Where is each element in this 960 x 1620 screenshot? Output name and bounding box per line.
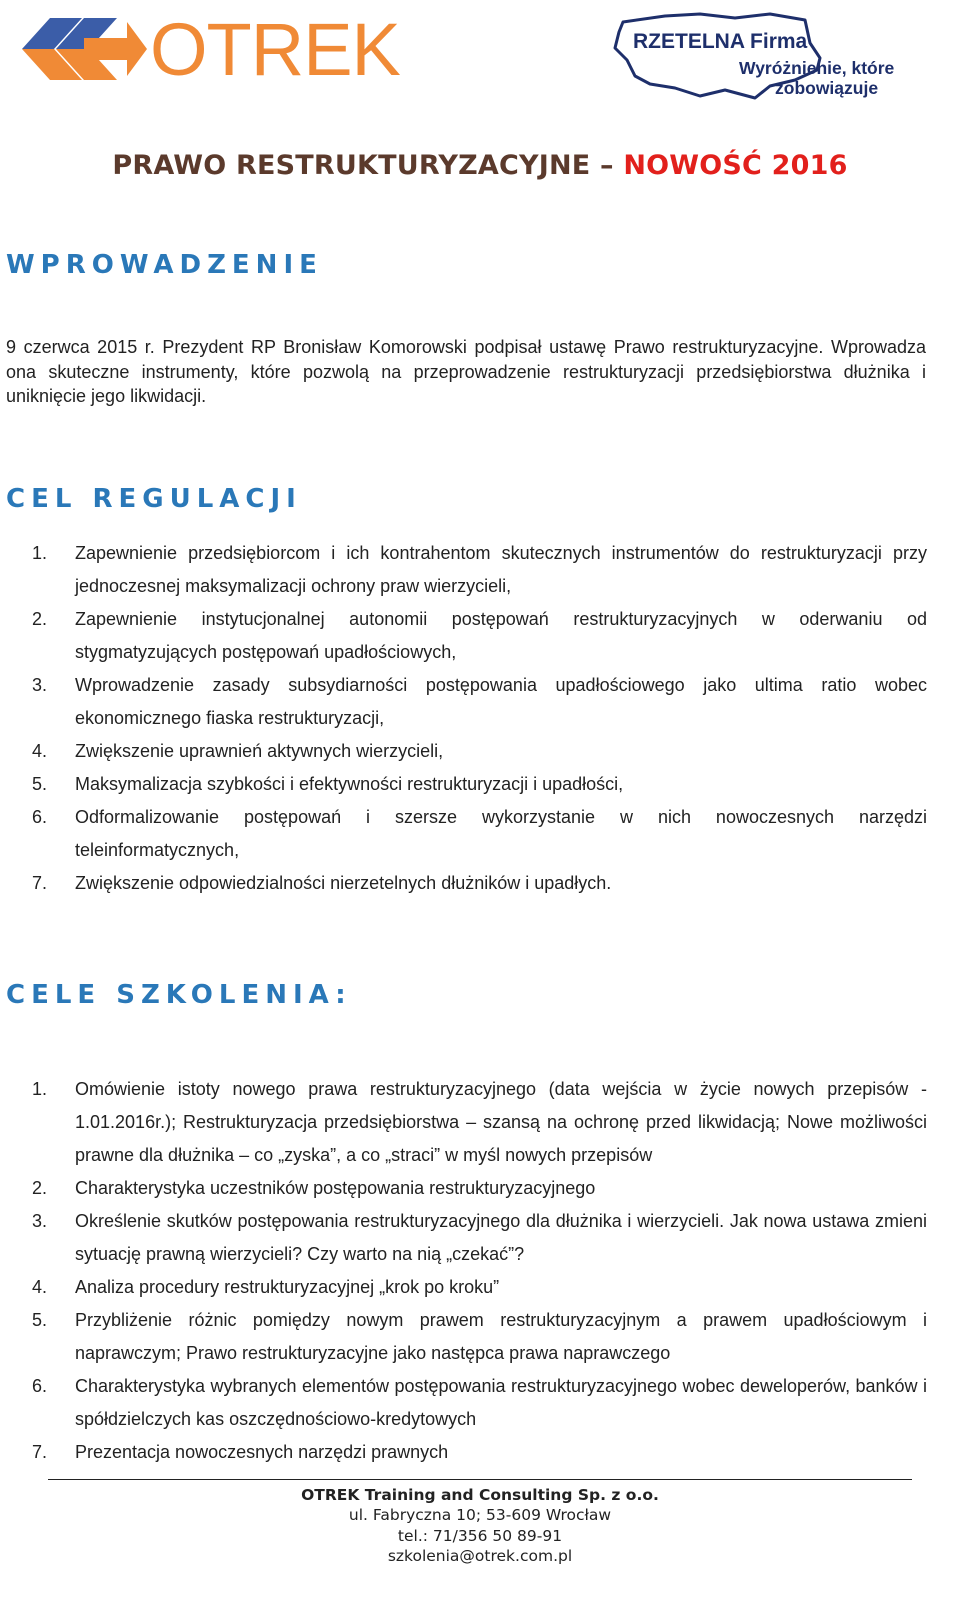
page-title xyxy=(0,150,960,181)
list-item-number: 5. xyxy=(32,774,48,794)
footer xyxy=(0,1485,960,1567)
list-item-text: Zapewnienie przedsiębiorcom i ich kontrahentom skutecznych instrumentów do restrukturyzacji przy jednoczesnej maksymalizacji ochrony praw wierzycieli, xyxy=(75,543,927,596)
list-item-text: Maksymalizacja szybkości i efektywności restrukturyzacji i upadłości, xyxy=(75,774,624,794)
otrek-logo xyxy=(22,8,400,91)
intro-heading: WPROWADZENIE xyxy=(6,250,323,280)
list-item-number: 3. xyxy=(32,1211,48,1231)
footer-phone: tel.: 71/356 50 89-91 xyxy=(397,1526,563,1545)
list-item-number: 4. xyxy=(32,741,48,761)
list-item-number: 1. xyxy=(32,1079,48,1099)
list-item-number: 3. xyxy=(32,675,48,695)
list-item xyxy=(0,1205,960,1271)
list-item-text: Odformalizowanie postępowań i szersze wykorzystanie w nich nowoczesnych narzędzi teleinformatycznych, xyxy=(75,807,927,860)
rzetelna-firma-title: RZETELNA Firma xyxy=(633,30,808,53)
rzetelna-slogan-line2: zobowiązuje xyxy=(775,78,879,98)
intro-paragraph: 9 czerwca 2015 r. Prezydent RP Bronisław Komorowski podpisał ustawę Prawo restrukturyzacyjne. Wprowadza ona skuteczne instrumenty, które pozwolą na przeprowadzenie restrukturyzacji przedsiębiorstwa dłużnika i uniknięcie jego likwidacji. xyxy=(6,337,926,406)
footer-divider xyxy=(48,1479,912,1480)
footer-email: szkolenia@otrek.com.pl xyxy=(387,1547,573,1565)
list-item-text: Zwiększenie uprawnień aktywnych wierzycieli, xyxy=(75,741,444,761)
page-title-accent: NOWOŚĆ 2016 xyxy=(623,150,848,181)
list-item-number: 5. xyxy=(32,1310,48,1330)
goal-heading: CEL REGULACJI xyxy=(6,484,302,514)
rzetelna-firma-logo xyxy=(605,8,950,103)
list-item-number: 6. xyxy=(32,807,48,827)
list-item-number: 4. xyxy=(32,1277,48,1297)
list-item xyxy=(0,1271,960,1304)
list-item-number: 6. xyxy=(32,1376,48,1396)
list-item-text: Określenie skutków postępowania restrukturyzacyjnego dla dłużnika i wierzycieli. Jak nowa ustawa zmieni sytuację prawną wierzycieli? Czy warto na nią „czekać”? xyxy=(75,1211,927,1264)
list-item-text: Charakterystyka uczestników postępowania restrukturyzacyjnego xyxy=(75,1178,596,1198)
list-item-text: Prezentacja nowoczesnych narzędzi prawnych xyxy=(75,1442,449,1462)
rzetelna-slogan-line1: Wyróżnienie, które xyxy=(739,58,895,78)
list-item-text: Charakterystyka wybranych elementów postępowania restrukturyzacyjnego wobec deweloperów, banków i spółdzielczych kas oszczędnościowo-kredytowych xyxy=(75,1376,927,1429)
list-item-text: Zwiększenie odpowiedzialności nierzetelnych dłużników i upadłych. xyxy=(75,873,612,893)
otrek-arrow-icon xyxy=(22,8,147,90)
list-item xyxy=(0,801,960,867)
list-item xyxy=(0,867,960,900)
list-item xyxy=(0,669,960,735)
footer-address: ul. Fabryczna 10; 53-609 Wrocław xyxy=(348,1506,612,1524)
list-item xyxy=(0,1370,960,1436)
page-title-main: PRAWO RESTRUKTURYZACYJNE – xyxy=(112,150,624,181)
list-item-number: 7. xyxy=(32,873,48,893)
list-item-text: Wprowadzenie zasady subsydiarności postępowania upadłościowego jako ultima ratio wobec ekonomicznego fiaska restrukturyzacji, xyxy=(75,675,927,728)
list-item-text: Przybliżenie różnic pomiędzy nowym prawem restrukturyzacyjnym a prawem upadłościowym i naprawczym; Prawo restrukturyzacyjne jako następca prawa naprawczego xyxy=(75,1310,927,1363)
list-item-number: 7. xyxy=(32,1442,48,1462)
footer-company: OTREK Training and Consulting Sp. z o.o. xyxy=(301,1486,659,1504)
list-item xyxy=(0,768,960,801)
list-item xyxy=(0,1304,960,1370)
list-item-number: 1. xyxy=(32,543,48,563)
list-item xyxy=(0,735,960,768)
list-item-text: Analiza procedury restrukturyzacyjnej „krok po kroku” xyxy=(75,1277,500,1297)
training-heading: CELE SZKOLENIA: xyxy=(6,980,352,1010)
list-item xyxy=(0,1172,960,1205)
list-item xyxy=(0,537,960,603)
list-item-number: 2. xyxy=(32,609,48,629)
list-item xyxy=(0,1073,960,1172)
list-item-text: Zapewnienie instytucjonalnej autonomii postępowań restrukturyzacyjnych w oderwaniu od stygmatyzujących postępowań upadłościowych, xyxy=(75,609,927,662)
list-item-text: Omówienie istoty nowego prawa restrukturyzacyjnego (data wejścia w życie nowych przepisów - 1.01.2016r.); Restrukturyzacja przedsiębiorstwa – szansą na ochronę przed likwidacją; Nowe możliwości prawne dla dłużnika – co „zyska”, a co „straci” w myśl nowych przepisów xyxy=(75,1079,927,1165)
goal-list xyxy=(0,537,960,900)
list-item-number: 2. xyxy=(32,1178,48,1198)
otrek-logo-text: OTREK xyxy=(150,8,400,91)
list-item xyxy=(0,1436,960,1469)
training-list xyxy=(0,1073,960,1469)
list-item xyxy=(0,603,960,669)
